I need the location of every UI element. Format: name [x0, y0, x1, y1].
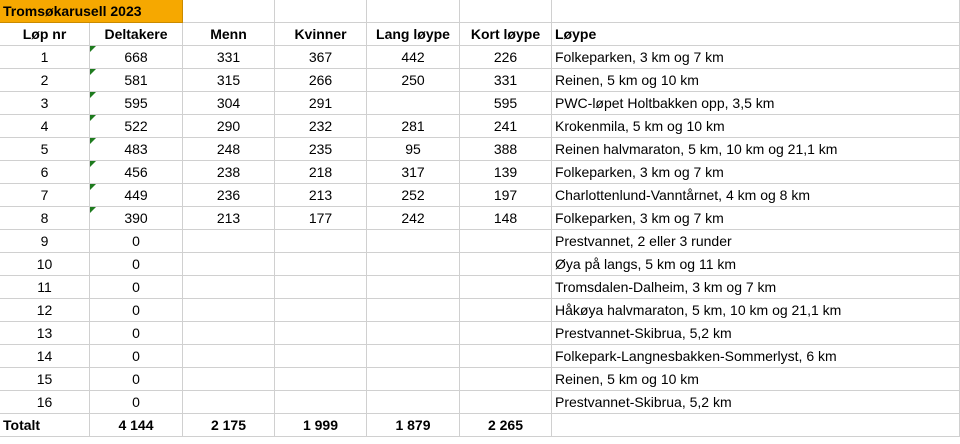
cell-menn[interactable]: 248 [183, 138, 275, 161]
cell-kort[interactable]: 139 [460, 161, 552, 184]
comment-indicator-icon [90, 69, 96, 75]
cell-nr[interactable]: 11 [0, 276, 90, 299]
cell-kort[interactable] [460, 253, 552, 276]
cell-deltakere[interactable]: 449 [90, 184, 183, 207]
cell-deltakere[interactable]: 456 [90, 161, 183, 184]
cell-menn[interactable]: 304 [183, 92, 275, 115]
cell-nr[interactable]: 9 [0, 230, 90, 253]
cell-kvinner[interactable]: 177 [275, 207, 367, 230]
cell-lang[interactable] [367, 92, 460, 115]
cell-lang[interactable] [367, 368, 460, 391]
sheet-title[interactable]: Tromsøkarusell 2023 [0, 0, 183, 23]
cell-kvinner[interactable]: 232 [275, 115, 367, 138]
total-menn[interactable]: 2 175 [183, 414, 275, 437]
cell-loype[interactable]: PWC-løpet Holtbakken opp, 3,5 km [552, 92, 960, 115]
cell-menn[interactable]: 331 [183, 46, 275, 69]
cell-menn[interactable] [183, 253, 275, 276]
cell-menn[interactable] [183, 299, 275, 322]
column-header-nr[interactable]: Løp nr [0, 23, 90, 46]
comment-indicator-icon [90, 161, 96, 167]
empty-cell[interactable] [367, 0, 460, 23]
cell-lang[interactable] [367, 322, 460, 345]
cell-nr[interactable]: 15 [0, 368, 90, 391]
cell-deltakere[interactable]: 595 [90, 92, 183, 115]
cell-menn[interactable]: 290 [183, 115, 275, 138]
cell-loype[interactable]: Folkeparken, 3 km og 7 km [552, 46, 960, 69]
cell-menn[interactable] [183, 345, 275, 368]
cell-deltakere[interactable]: 0 [90, 322, 183, 345]
cell-nr[interactable]: 3 [0, 92, 90, 115]
comment-indicator-icon [90, 138, 96, 144]
cell-loype[interactable]: Krokenmila, 5 km og 10 km [552, 115, 960, 138]
comment-indicator-icon [90, 115, 96, 121]
cell-menn[interactable] [183, 276, 275, 299]
column-header-lang[interactable]: Lang løype [367, 23, 460, 46]
cell-deltakere[interactable]: 0 [90, 299, 183, 322]
cell-kort[interactable] [460, 299, 552, 322]
total-kort[interactable]: 2 265 [460, 414, 552, 437]
cell-loype[interactable]: Folkeparken, 3 km og 7 km [552, 161, 960, 184]
cell-lang[interactable] [367, 276, 460, 299]
comment-indicator-icon [90, 184, 96, 190]
cell-deltakere[interactable]: 0 [90, 368, 183, 391]
cell-kort[interactable] [460, 230, 552, 253]
cell-menn[interactable]: 236 [183, 184, 275, 207]
cell-kort[interactable]: 388 [460, 138, 552, 161]
cell-lang[interactable]: 242 [367, 207, 460, 230]
comment-indicator-icon [90, 92, 96, 98]
cell-kvinner[interactable]: 218 [275, 161, 367, 184]
cell-loype[interactable]: Håkøya halvmaraton, 5 km, 10 km og 21,1 km [552, 299, 960, 322]
cell-loype[interactable]: Reinen halvmaraton, 5 km, 10 km og 21,1 km [552, 138, 960, 161]
total-lang[interactable]: 1 879 [367, 414, 460, 437]
cell-loype[interactable]: Prestvannet, 2 eller 3 runder [552, 230, 960, 253]
cell-nr[interactable]: 1 [0, 46, 90, 69]
cell-nr[interactable]: 10 [0, 253, 90, 276]
column-header-menn[interactable]: Menn [183, 23, 275, 46]
cell-nr[interactable]: 8 [0, 207, 90, 230]
cell-kvinner[interactable] [275, 368, 367, 391]
total-loype[interactable] [552, 414, 960, 437]
cell-kvinner[interactable] [275, 391, 367, 414]
cell-loype[interactable]: Prestvannet-Skibrua, 5,2 km [552, 322, 960, 345]
cell-loype[interactable]: Folkeparken, 3 km og 7 km [552, 207, 960, 230]
cell-kort[interactable] [460, 276, 552, 299]
cell-deltakere[interactable]: 390 [90, 207, 183, 230]
cell-loype[interactable]: Prestvannet-Skibrua, 5,2 km [552, 391, 960, 414]
cell-nr[interactable]: 13 [0, 322, 90, 345]
comment-indicator-icon [90, 46, 96, 52]
cell-deltakere[interactable]: 668 [90, 46, 183, 69]
cell-loype[interactable]: Folkepark-Langnesbakken-Sommerlyst, 6 km [552, 345, 960, 368]
cell-lang[interactable]: 317 [367, 161, 460, 184]
cell-menn[interactable] [183, 322, 275, 345]
empty-cell[interactable] [460, 0, 552, 23]
cell-deltakere[interactable]: 0 [90, 276, 183, 299]
cell-nr[interactable]: 6 [0, 161, 90, 184]
cell-nr[interactable]: 7 [0, 184, 90, 207]
cell-nr[interactable]: 16 [0, 391, 90, 414]
cell-deltakere[interactable]: 581 [90, 69, 183, 92]
cell-lang[interactable] [367, 253, 460, 276]
cell-menn[interactable]: 213 [183, 207, 275, 230]
cell-deltakere[interactable]: 483 [90, 138, 183, 161]
cell-kvinner[interactable] [275, 299, 367, 322]
cell-deltakere[interactable]: 0 [90, 391, 183, 414]
cell-kort[interactable]: 241 [460, 115, 552, 138]
cell-kvinner[interactable] [275, 276, 367, 299]
cell-lang[interactable]: 442 [367, 46, 460, 69]
cell-nr[interactable]: 5 [0, 138, 90, 161]
cell-kvinner[interactable]: 213 [275, 184, 367, 207]
total-label[interactable]: Totalt [0, 414, 90, 437]
cell-lang[interactable] [367, 345, 460, 368]
cell-kort[interactable] [460, 368, 552, 391]
total-kvinner[interactable]: 1 999 [275, 414, 367, 437]
column-header-kort[interactable]: Kort løype [460, 23, 552, 46]
cell-kvinner[interactable]: 291 [275, 92, 367, 115]
cell-lang[interactable]: 95 [367, 138, 460, 161]
cell-deltakere[interactable]: 0 [90, 230, 183, 253]
cell-kort[interactable] [460, 391, 552, 414]
total-deltakere[interactable]: 4 144 [90, 414, 183, 437]
cell-menn[interactable] [183, 368, 275, 391]
cell-deltakere[interactable]: 0 [90, 253, 183, 276]
cell-kvinner[interactable] [275, 345, 367, 368]
cell-nr[interactable]: 2 [0, 69, 90, 92]
empty-cell[interactable] [275, 0, 367, 23]
cell-deltakere[interactable]: 0 [90, 345, 183, 368]
cell-menn[interactable]: 315 [183, 69, 275, 92]
cell-deltakere[interactable]: 522 [90, 115, 183, 138]
cell-lang[interactable] [367, 299, 460, 322]
cell-lang[interactable] [367, 230, 460, 253]
cell-lang[interactable]: 281 [367, 115, 460, 138]
comment-indicator-icon [90, 207, 96, 213]
cell-lang[interactable]: 250 [367, 69, 460, 92]
cell-lang[interactable]: 252 [367, 184, 460, 207]
cell-kvinner[interactable] [275, 230, 367, 253]
cell-lang[interactable] [367, 391, 460, 414]
cell-kort[interactable]: 197 [460, 184, 552, 207]
cell-kvinner[interactable]: 266 [275, 69, 367, 92]
cell-nr[interactable]: 12 [0, 299, 90, 322]
cell-menn[interactable]: 238 [183, 161, 275, 184]
cell-nr[interactable]: 4 [0, 115, 90, 138]
cell-kort[interactable] [460, 322, 552, 345]
cell-menn[interactable] [183, 230, 275, 253]
empty-cell[interactable] [183, 0, 275, 23]
cell-loype[interactable]: Charlottenlund-Vanntårnet, 4 km og 8 km [552, 184, 960, 207]
cell-nr[interactable]: 14 [0, 345, 90, 368]
cell-loype[interactable]: Reinen, 5 km og 10 km [552, 368, 960, 391]
cell-kort[interactable]: 226 [460, 46, 552, 69]
empty-cell[interactable] [552, 0, 960, 23]
cell-kort[interactable]: 148 [460, 207, 552, 230]
cell-menn[interactable] [183, 391, 275, 414]
cell-kort[interactable]: 331 [460, 69, 552, 92]
cell-kort[interactable]: 595 [460, 92, 552, 115]
cell-loype[interactable]: Tromsdalen-Dalheim, 3 km og 7 km [552, 276, 960, 299]
cell-kvinner[interactable]: 235 [275, 138, 367, 161]
cell-kvinner[interactable] [275, 253, 367, 276]
cell-loype[interactable]: Reinen, 5 km og 10 km [552, 69, 960, 92]
cell-kvinner[interactable]: 367 [275, 46, 367, 69]
cell-loype[interactable]: Øya på langs, 5 km og 11 km [552, 253, 960, 276]
cell-kvinner[interactable] [275, 322, 367, 345]
column-header-kvinner[interactable]: Kvinner [275, 23, 367, 46]
cell-kort[interactable] [460, 345, 552, 368]
column-header-loype[interactable]: Løype [552, 23, 960, 46]
column-header-deltakere[interactable]: Deltakere [90, 23, 183, 46]
